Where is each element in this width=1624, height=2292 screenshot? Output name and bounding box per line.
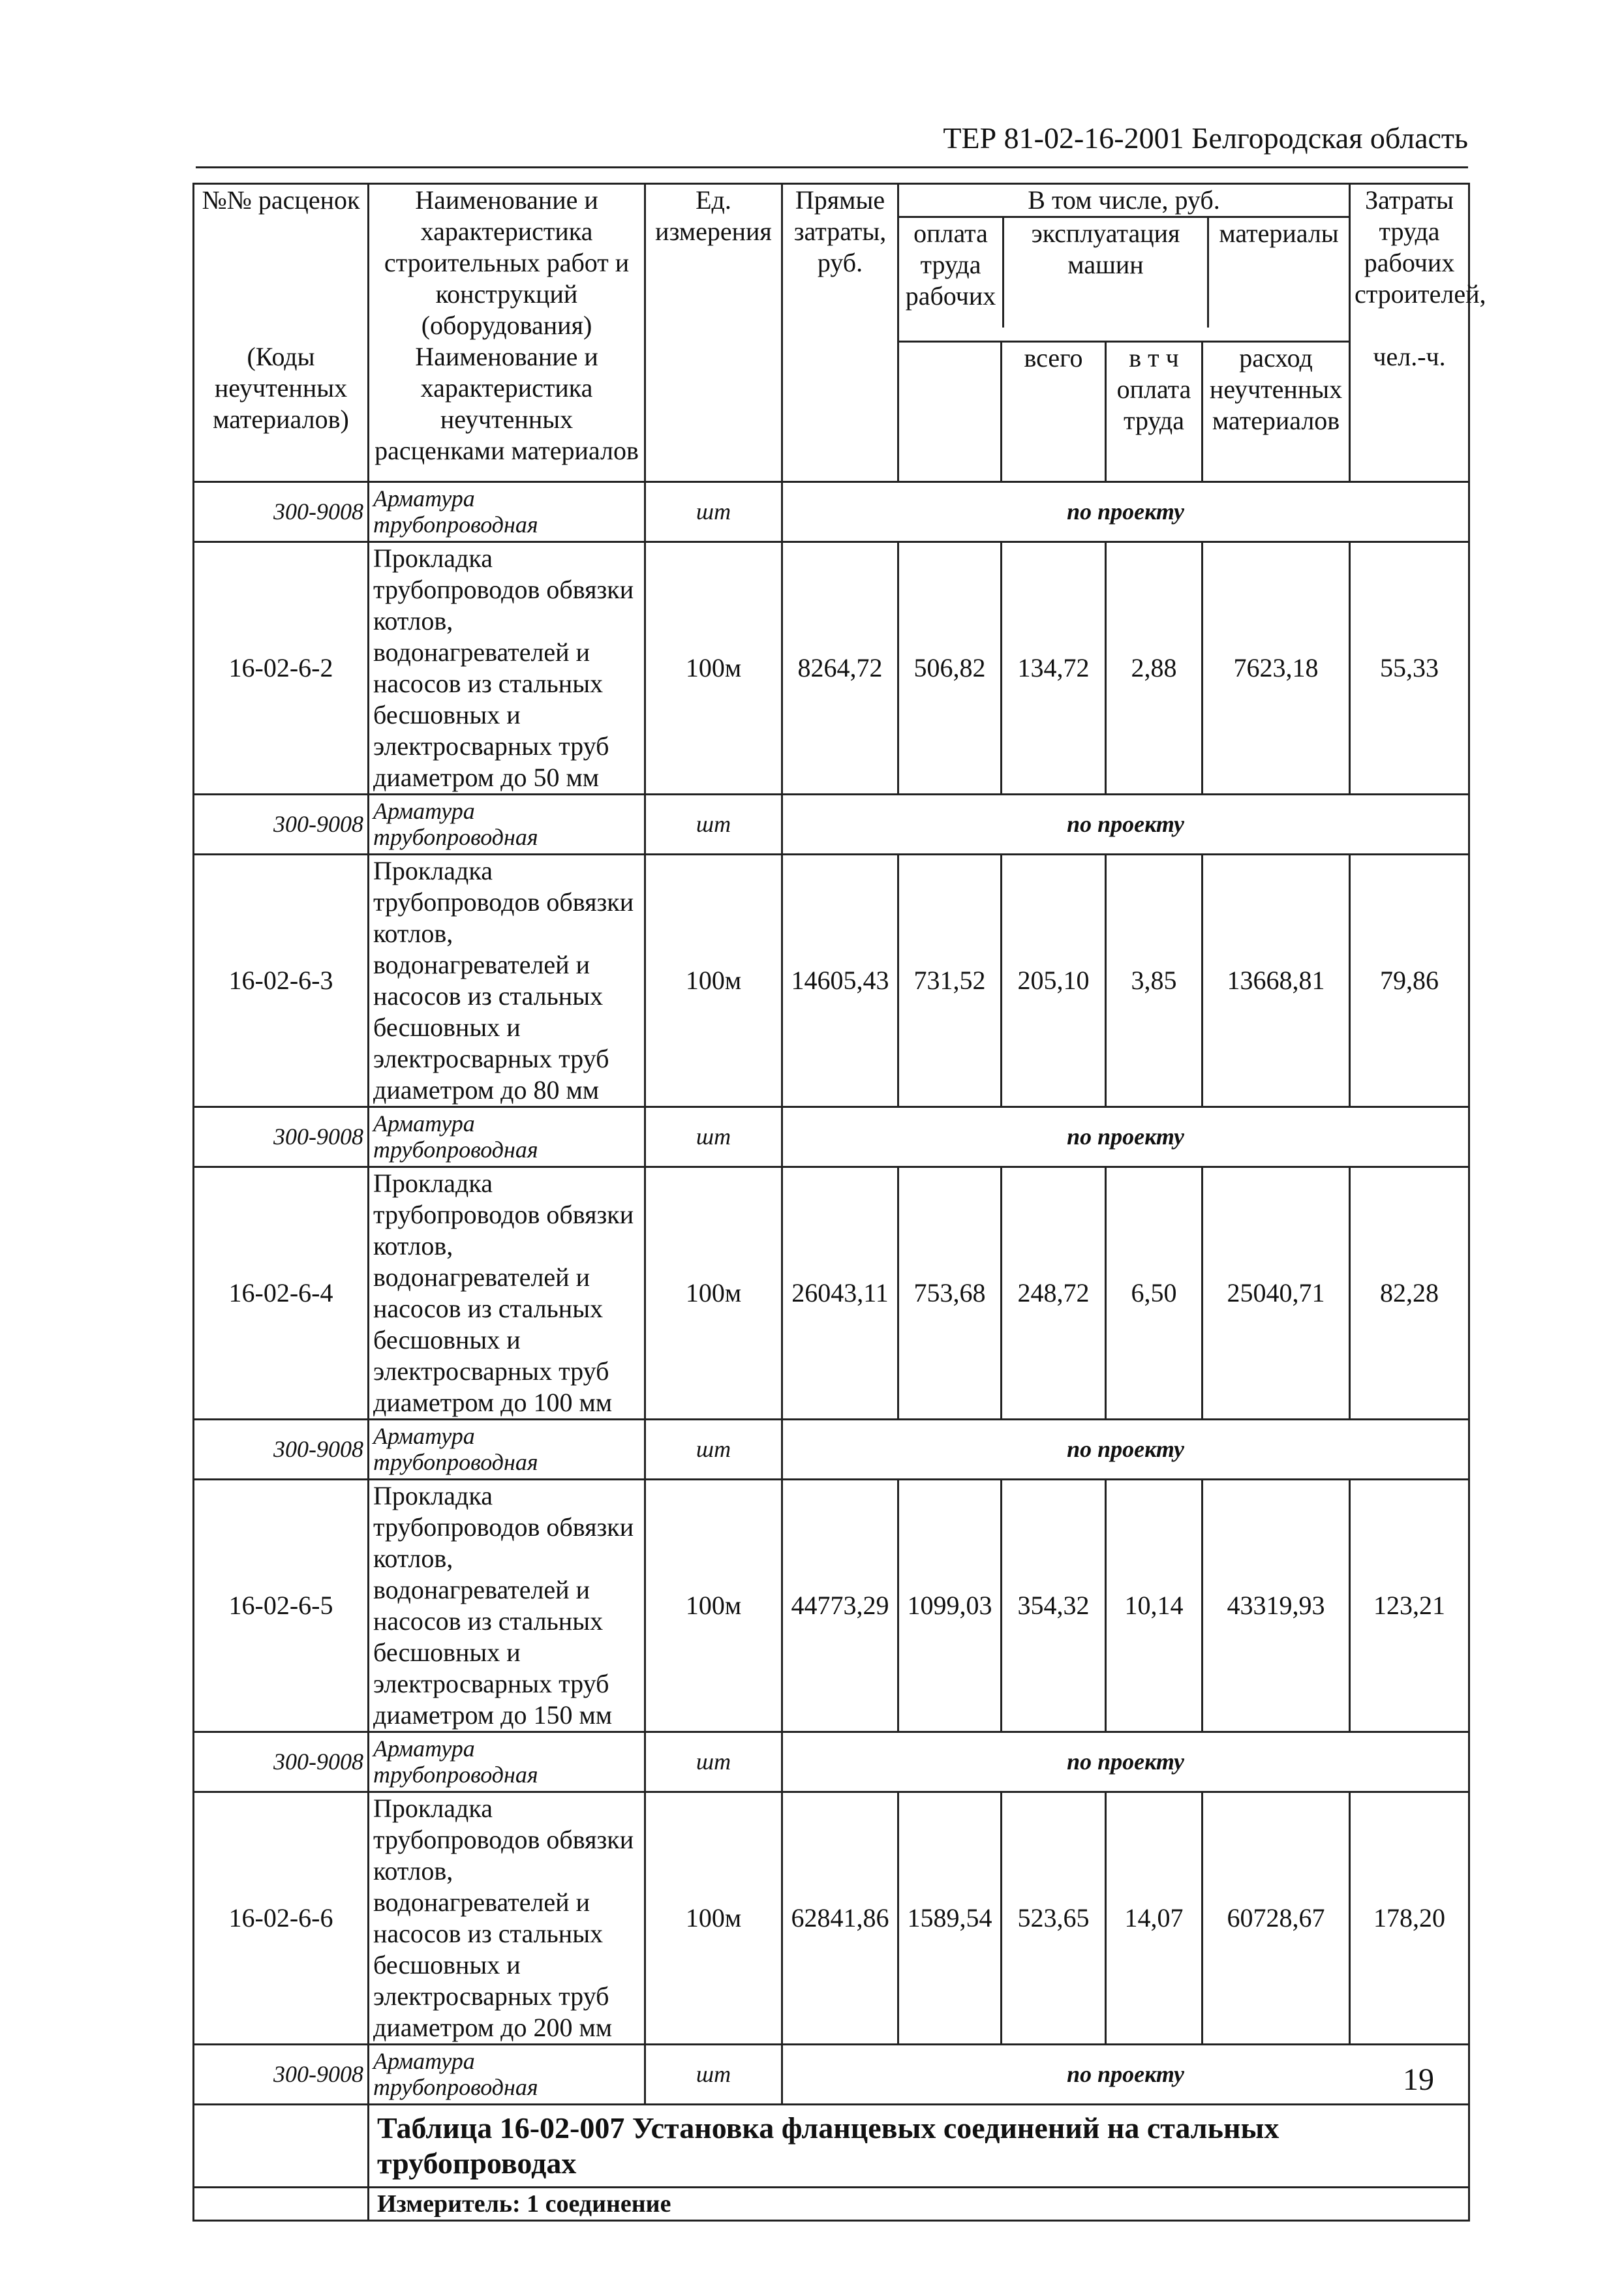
material-row <box>194 481 1469 542</box>
material-name: Арматура трубопроводная <box>369 1419 645 1479</box>
rates-table <box>192 183 1486 2222</box>
material-note: по проекту <box>782 1107 1469 1167</box>
machines-wages: 6,50 <box>1106 1167 1203 1419</box>
next-table-title-row <box>194 2104 1469 2187</box>
work-row <box>194 542 1469 794</box>
header-including-group <box>898 184 1350 342</box>
machines-total: 354,32 <box>1002 1479 1106 1732</box>
material-code: 300-9008 <box>194 1419 369 1479</box>
wages: 753,68 <box>898 1167 1002 1419</box>
material-code: 300-9008 <box>194 2044 369 2104</box>
material-code: 300-9008 <box>194 1732 369 1792</box>
work-name: Прокладка трубопроводов обвязки котлов, водонагревателей и насосов из стальных бесшовных и электросварных труб диаметром до 150 мм <box>369 1479 645 1732</box>
header-wages-cont <box>898 341 1002 481</box>
header-materials: материалы <box>1219 219 1339 248</box>
unit: 100м <box>645 1167 782 1419</box>
unit: 100м <box>645 854 782 1107</box>
wages: 731,52 <box>898 854 1002 1107</box>
wages: 506,82 <box>898 542 1002 794</box>
rate-code: 16-02-6-5 <box>194 1479 369 1732</box>
header-materials-unaccounted: расход неучтенных материалов <box>1203 341 1350 481</box>
machines-total: 134,72 <box>1002 542 1106 794</box>
work-name: Прокладка трубопроводов обвязки котлов, водонагревателей и насосов из стальных бесшовных и электросварных труб диаметром до 80 мм <box>369 854 645 1107</box>
labor: 178,20 <box>1350 1792 1469 2044</box>
direct-costs: 8264,72 <box>782 542 898 794</box>
material-row <box>194 794 1469 854</box>
material-unit: шт <box>645 481 782 542</box>
header-name-top: Наименование и характеристика строительных работ и конструкций (оборудования) <box>369 184 645 342</box>
wages: 1589,54 <box>898 1792 1002 2044</box>
machines-wages: 2,88 <box>1106 542 1203 794</box>
work-row <box>194 1792 1469 2044</box>
machines-wages: 14,07 <box>1106 1792 1203 2044</box>
next-table-measure-row <box>194 2187 1469 2220</box>
material-name: Арматура трубопроводная <box>369 794 645 854</box>
material-row <box>194 1732 1469 1792</box>
material-note: по проекту <box>782 2044 1469 2104</box>
material-unit: шт <box>645 2044 782 2104</box>
material-row <box>194 2044 1469 2104</box>
materials: 60728,67 <box>1203 1792 1350 2044</box>
material-unit: шт <box>645 1732 782 1792</box>
header-name-bottom: Наименование и характеристика неучтенных расценками материалов <box>369 341 645 481</box>
header-code-top: №№ расценок <box>194 184 369 342</box>
unit: 100м <box>645 1792 782 2044</box>
header-machines: эксплуатация машин <box>1004 218 1209 328</box>
direct-costs: 44773,29 <box>782 1479 898 1732</box>
header-labor-bottom: чел.-ч. <box>1350 341 1469 481</box>
machines-total: 205,10 <box>1002 854 1106 1107</box>
rate-code: 16-02-6-6 <box>194 1792 369 2044</box>
material-unit: шт <box>645 1419 782 1479</box>
work-row <box>194 854 1469 1107</box>
header-code-bottom: (Коды неучтенных материалов) <box>194 341 369 481</box>
material-note: по проекту <box>782 1732 1469 1792</box>
material-name: Арматура трубопроводная <box>369 481 645 542</box>
materials: 13668,81 <box>1203 854 1350 1107</box>
rate-code: 16-02-6-3 <box>194 854 369 1107</box>
document-title: ТЕР 81-02-16-2001 Белгородская область <box>943 121 1468 155</box>
direct-costs: 14605,43 <box>782 854 898 1107</box>
header-machines-wages: в т ч оплата труда <box>1106 341 1203 481</box>
material-code: 300-9008 <box>194 481 369 542</box>
machines-wages: 10,14 <box>1106 1479 1203 1732</box>
material-note: по проекту <box>782 481 1469 542</box>
material-unit: шт <box>645 794 782 854</box>
header-direct-costs: Прямые затраты, руб. <box>782 184 898 482</box>
materials: 43319,93 <box>1203 1479 1350 1732</box>
header-row-top <box>194 184 1469 342</box>
header-unit: Ед. измерения <box>645 184 782 482</box>
material-name: Арматура трубопроводная <box>369 1107 645 1167</box>
table-body <box>194 184 1486 2221</box>
rate-code: 16-02-6-4 <box>194 1167 369 1419</box>
header-machines-total: всего <box>1002 341 1106 481</box>
labor: 82,28 <box>1350 1167 1469 1419</box>
work-row <box>194 1167 1469 1419</box>
header-including-sub <box>899 218 1349 328</box>
labor: 55,33 <box>1350 542 1469 794</box>
direct-costs: 26043,11 <box>782 1167 898 1419</box>
material-name: Арматура трубопроводная <box>369 1732 645 1792</box>
materials: 7623,18 <box>1203 542 1350 794</box>
material-code: 300-9008 <box>194 1107 369 1167</box>
header-labor-top: Затраты труда рабочих строителей, <box>1350 184 1469 342</box>
next-table-measure: Измеритель: 1 соединение <box>369 2187 1469 2220</box>
machines-total: 523,65 <box>1002 1792 1106 2044</box>
title-row-empty-cell <box>194 2104 369 2187</box>
work-name: Прокладка трубопроводов обвязки котлов, водонагревателей и насосов из стальных бесшовных и электросварных труб диаметром до 100 мм <box>369 1167 645 1419</box>
labor: 79,86 <box>1350 854 1469 1107</box>
material-note: по проекту <box>782 1419 1469 1479</box>
header-wages: оплата труда рабочих <box>899 218 1004 328</box>
work-name: Прокладка трубопроводов обвязки котлов, водонагревателей и насосов из стальных бесшовных и электросварных труб диаметром до 200 мм <box>369 1792 645 2044</box>
material-code: 300-9008 <box>194 794 369 854</box>
header-including: В том числе, руб. <box>899 185 1349 218</box>
material-name: Арматура трубопроводная <box>369 2044 645 2104</box>
machines-wages: 3,85 <box>1106 854 1203 1107</box>
material-row <box>194 1419 1469 1479</box>
page-number: 19 <box>1403 2062 1434 2097</box>
rate-code: 16-02-6-2 <box>194 542 369 794</box>
machines-total: 248,72 <box>1002 1167 1106 1419</box>
measure-row-empty-cell <box>194 2187 369 2220</box>
wages: 1099,03 <box>898 1479 1002 1732</box>
unit: 100м <box>645 1479 782 1732</box>
work-name: Прокладка трубопроводов обвязки котлов, водонагревателей и насосов из стальных бесшовных и электросварных труб диаметром до 50 мм <box>369 542 645 794</box>
next-table-title: Таблица 16-02-007 Установка фланцевых соединений на стальных трубопроводах <box>369 2104 1469 2187</box>
work-row <box>194 1479 1469 1732</box>
page-header <box>196 121 1468 168</box>
labor: 123,21 <box>1350 1479 1469 1732</box>
materials: 25040,71 <box>1203 1167 1350 1419</box>
material-unit: шт <box>645 1107 782 1167</box>
direct-costs: 62841,86 <box>782 1792 898 2044</box>
unit: 100м <box>645 542 782 794</box>
material-note: по проекту <box>782 794 1469 854</box>
material-row <box>194 1107 1469 1167</box>
